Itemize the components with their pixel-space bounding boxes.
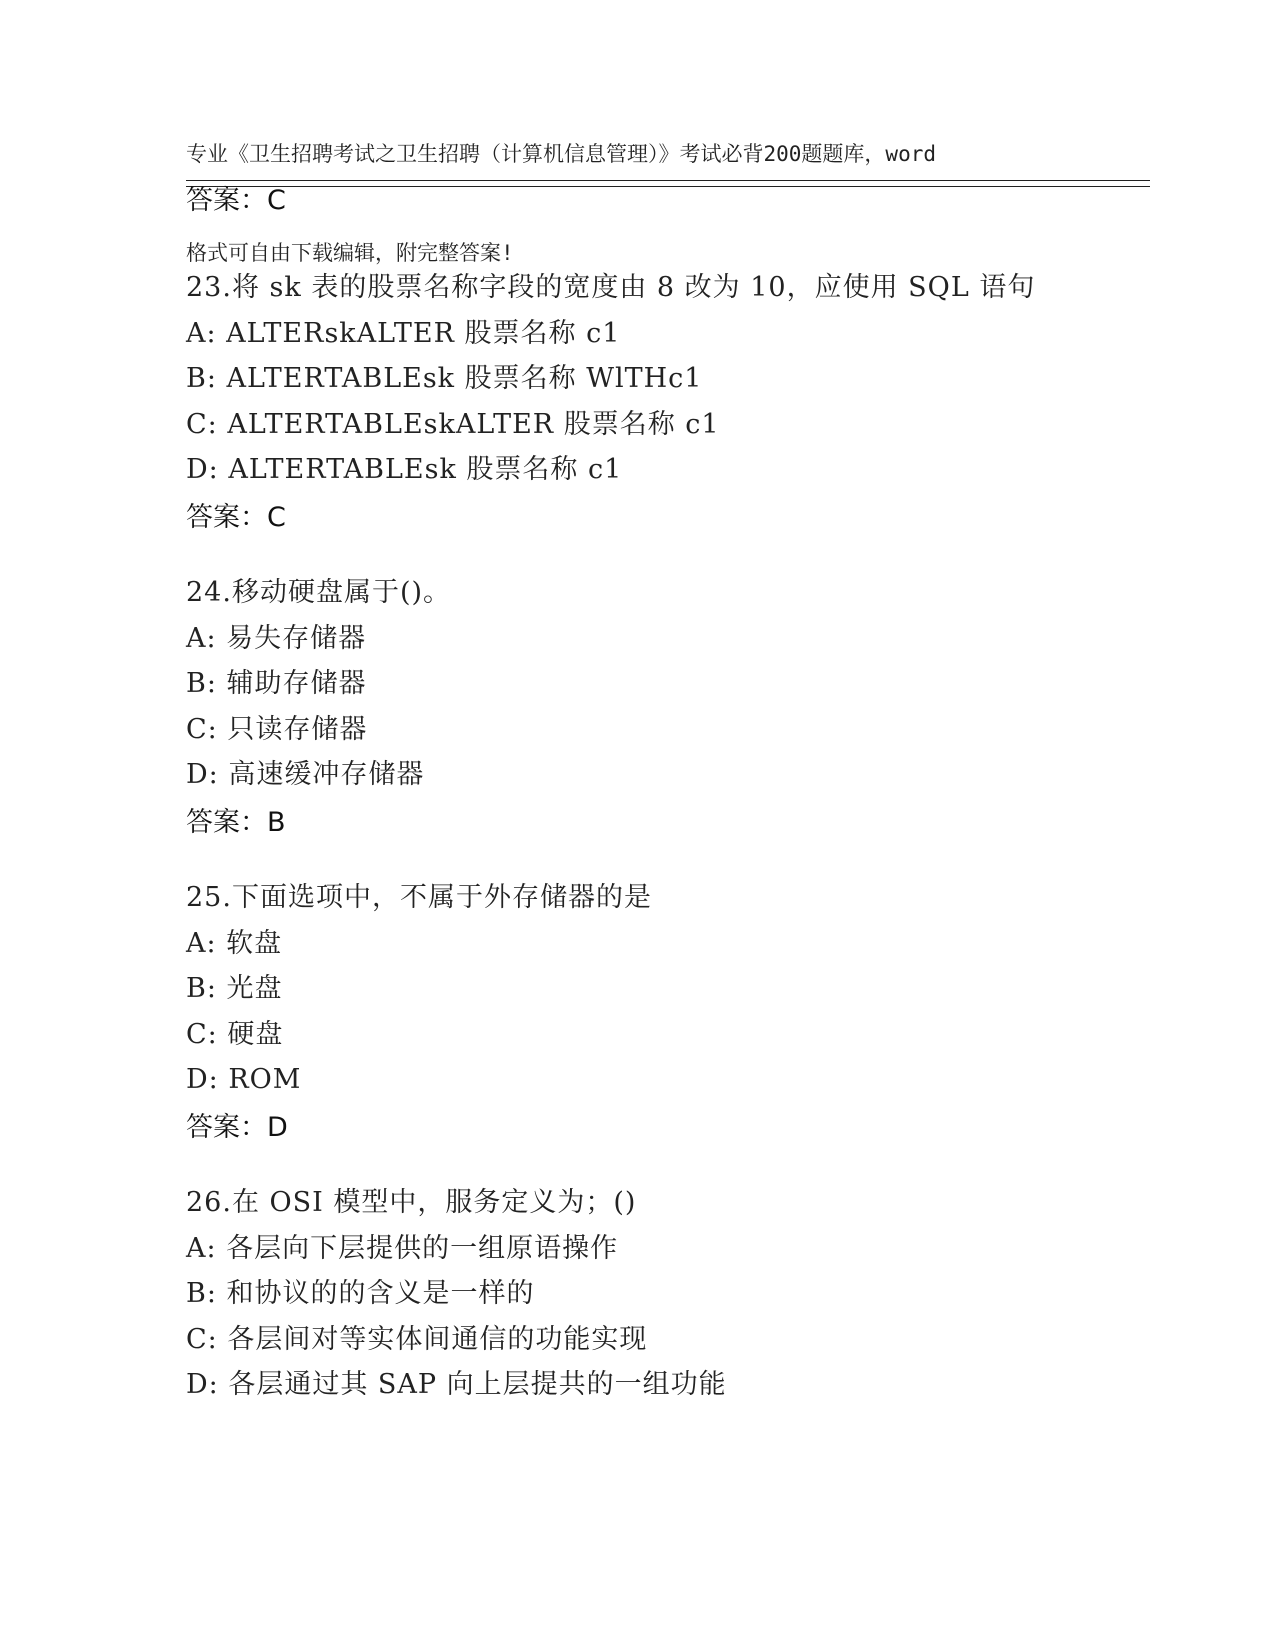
option-26-a: A: 各层向下层提供的一组原语操作 [186, 1232, 619, 1264]
question-block-24 [186, 575, 1146, 849]
header-line-1: 专业《卫生招聘考试之卫生招聘（计算机信息管理）》考试必背200题题库，word [186, 142, 936, 166]
answer-25: 答案：D [186, 1111, 288, 1143]
question-block-23 [186, 270, 1146, 544]
question-stem-24: 24.移动硬盘属于()。 [186, 577, 452, 608]
option-25-d: D: ROM [186, 1064, 302, 1095]
option-23-a: A: ALTERskALTER 股票名称 c1 [186, 317, 621, 349]
option-23-c: C: ALTERTABLEskALTER 股票名称 c1 [186, 408, 720, 440]
option-25-b: B: 光盘 [186, 973, 283, 1004]
header-line-2: 格式可自由下载编辑，附完整答案! [186, 241, 514, 265]
question-block-26 [186, 1185, 1146, 1413]
option-26-d: D: 各层通过其 SAP 向上层提共的一组功能 [186, 1369, 727, 1400]
question-block-25 [186, 880, 1146, 1154]
option-24-b: B: 辅助存储器 [186, 668, 367, 699]
answer-22: 答案：C [186, 185, 286, 216]
answer-24: 答案：B [186, 806, 286, 838]
question-stem-25: 25.下面选项中，不属于外存储器的是 [186, 882, 652, 913]
option-24-c: C: 只读存储器 [186, 713, 368, 745]
option-24-a: A: 易失存储器 [186, 622, 367, 654]
answer-23: 答案：C [186, 501, 286, 533]
option-23-d: D: ALTERTABLEsk 股票名称 c1 [186, 454, 623, 485]
question-stem-23: 23.将 sk 表的股票名称字段的宽度由 8 改为 10，应使用 SQL 语句 [186, 272, 1036, 303]
option-25-c: C: 硬盘 [186, 1018, 284, 1050]
option-26-b: B: 和协议的的含义是一样的 [186, 1278, 535, 1309]
option-24-d: D: 高速缓冲存储器 [186, 759, 425, 790]
option-23-b: B: ALTERTABLEsk 股票名称 WlTHc1 [186, 363, 703, 394]
question-stem-26: 26.在 OSI 模型中，服务定义为；() [186, 1187, 637, 1218]
option-26-c: C: 各层间对等实体间通信的功能实现 [186, 1323, 648, 1355]
option-25-a: A: 软盘 [186, 927, 283, 959]
answer-block-22 [186, 181, 1146, 227]
